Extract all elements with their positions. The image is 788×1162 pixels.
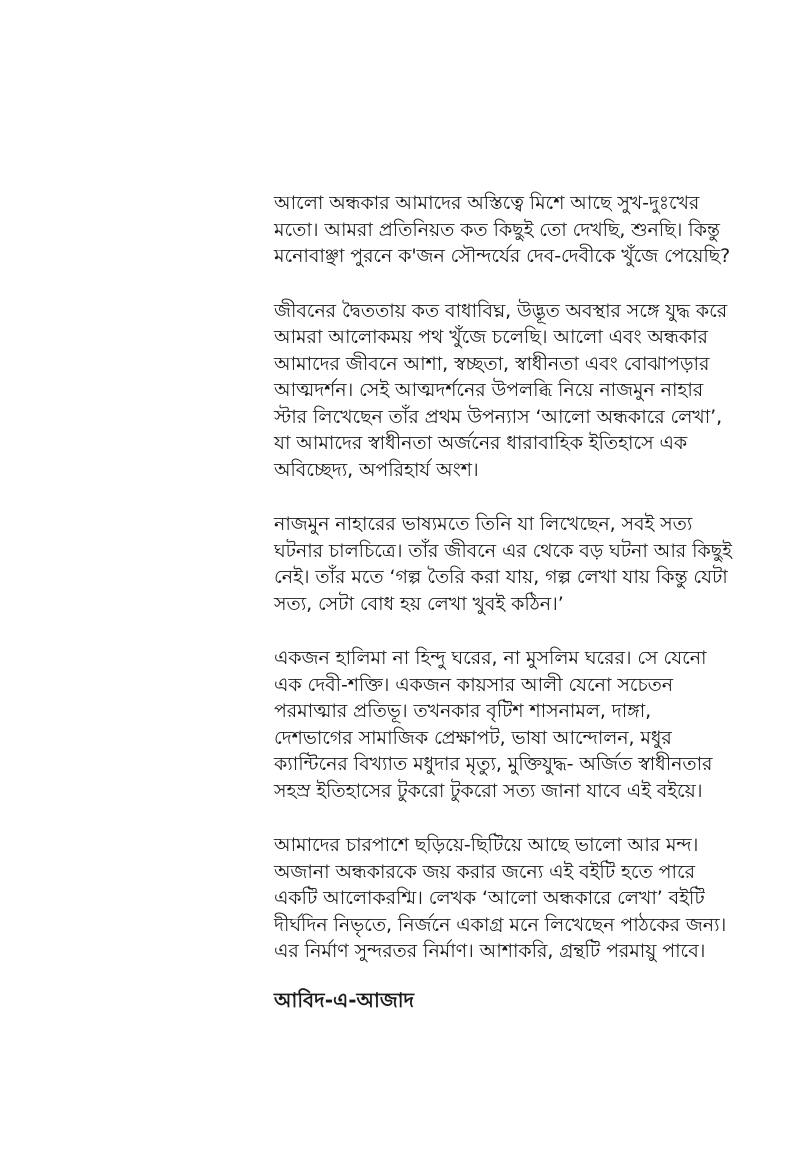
text-line: নাজমুন নাহারের ভাষ্যমতে তিনি যা লিখেছেন, সবই সত্য	[274, 513, 693, 535]
text-line: মতো। আমরা প্রতিনিয়ত কত কিছুই তো দেখছি, শুনছি। কিন্তু	[274, 218, 720, 241]
text-line: আত্মদর্শন। সেই আত্মদর্শনের উপলব্ধি নিয়ে নাজমুন নাহার	[274, 379, 704, 401]
text-line: অজানা অন্ধকারকে জয় করার জন্যে এই বইটি হতে পারে	[274, 860, 695, 883]
text-line: আমাদের চারপাশে ছড়িয়ে-ছিটিয়ে আছে ভালো আর মন্দ।	[274, 834, 699, 856]
text-line: এর নির্মাণ সুন্দরতর নির্মাণ। আশাকরি, গ্রন্থটি পরমায়ু পাবে।	[274, 940, 706, 962]
paragraph-5	[274, 832, 727, 965]
text-line: স্টার লিখেছেন তাঁর প্রথম উপন্যাস ‘আলো অন্ধকারে লেখা’,	[274, 405, 723, 428]
text-line: একটি আলোকরশ্মি। লেখক ‘আলো অন্ধকারে লেখা’ বইটি	[274, 887, 705, 909]
paragraph-2	[274, 298, 728, 484]
text-line: দেশভাগের সামাজিক প্রেক্ষাপট, ভাষা আন্দোলন, মধুর	[274, 726, 672, 749]
text-line: জীবনের দ্বৈততায় কত বাধাবিঘ্ন, উদ্ভূত অবস্থার সঙ্গে যুদ্ধ করে	[274, 299, 728, 322]
text-line: আলো অন্ধকার আমাদের অস্তিত্বে মিশে আছে সুখ-দুঃখের	[274, 192, 700, 214]
text-line: আমরা আলোকময় পথ খুঁজে চলেছি। আলো এবং অন্ধকার	[274, 326, 708, 348]
text-line: নেই। তাঁর মতে ‘গল্প তৈরি করা যায়, গল্প লেখা যায় কিন্তু যেটা	[274, 566, 728, 588]
text-line: যা আমাদের স্বাধীনতা অর্জনের ধারাবাহিক ইতিহাসে এক	[274, 432, 688, 454]
text-line: মনোবাঞ্ছা পুরনে ক'জন সৌন্দর্যের দেব-দেবীকে খুঁজে পেয়েছি?	[274, 245, 731, 267]
paragraph-4	[274, 645, 713, 804]
blurb-text	[274, 190, 732, 1013]
text-line: একজন হালিমা না হিন্দু ঘরের, না মুসলিম ঘরের। সে যেনো	[274, 647, 707, 669]
text-line: সত্য, সেটা বোধ হয় লেখা খুবই কঠিন।’	[274, 592, 564, 615]
text-line: সহস্র ইতিহাসের টুকরো টুকরো সত্য জানা যাবে এই বইয়ে।	[274, 779, 703, 802]
text-line: এক দেবী-শক্তি। একজন কায়সার আলী যেনো সচেতন	[274, 673, 673, 696]
paragraph-3	[274, 511, 732, 617]
text-line: দীর্ঘদিন নিভৃতে, নির্জনে একাগ্র মনে লিখেছেন পাঠকের জন্য।	[274, 913, 727, 936]
author-signature: আবিদ-এ-আজাদ	[274, 987, 415, 1012]
text-line: পরমাত্মার প্রতিভূ। তখনকার বৃটিশ শাসনামল, দাঙ্গা,	[274, 700, 652, 722]
paragraph-1	[274, 190, 731, 270]
text-line: ঘটনার চালচিত্রে। তাঁর জীবনে এর থেকে বড় ঘটনা আর কিছুই	[274, 539, 732, 562]
text-line: আমাদের জীবনে আশা, স্বচ্ছতা, স্বাধীনতা এবং বোঝাপড়ার	[274, 352, 710, 375]
text-line: অবিচ্ছেদ্য, অপরিহার্য অংশ।	[274, 458, 479, 481]
text-line: ক্যান্টিনের বিখ্যাত মধুদার মৃত্যু, মুক্তিযুদ্ধ- অর্জিত স্বাধীনতার	[274, 753, 713, 775]
